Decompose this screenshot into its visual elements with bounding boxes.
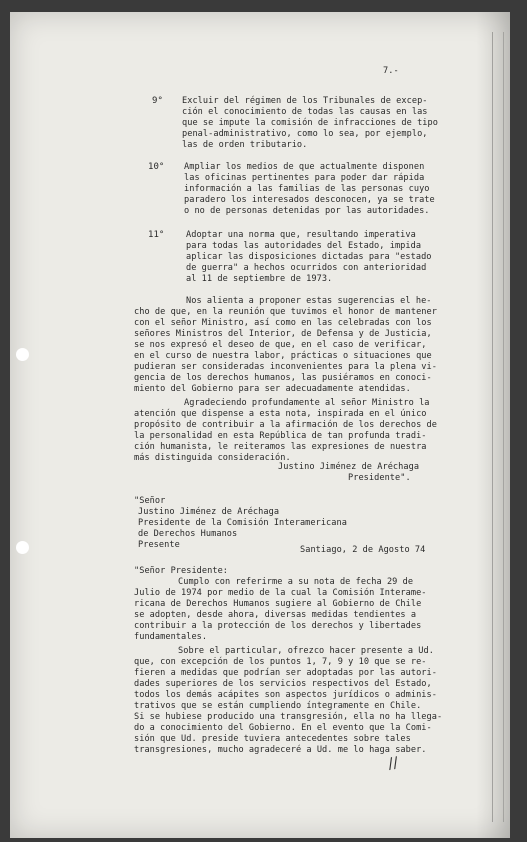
item-text-line: información a las familias de las personas cuyo	[184, 184, 430, 194]
body-text-line: se nos expresó el deseo de que, en el caso de verificar,	[134, 340, 427, 350]
item-text-line: que se impute la comisión de infracciones de tipo	[182, 118, 438, 128]
body-text-line: señores Ministros del Interior, de Defensa y de Justicia,	[134, 329, 432, 339]
item-text-line: Adoptar una norma que, resultando imperativa	[186, 230, 416, 240]
address-line: Presente	[138, 540, 180, 550]
body-text-line: Agradeciendo profundamente al señor Ministro la	[184, 398, 430, 408]
item-text-line: ción el conocimiento de todas las causas en las	[182, 107, 428, 117]
signature-title: Presidente".	[348, 473, 411, 483]
body-text-line: todos los demás acápites son aspectos jurídicos o adminis-	[134, 690, 437, 700]
binder-edge	[492, 32, 504, 822]
item-text-line: Excluir del régimen de los Tribunales de excep-	[182, 96, 428, 106]
item-text-line: aplicar las disposiciones dictadas para "estado	[186, 252, 432, 262]
punch-hole-upper	[16, 348, 29, 361]
item-text-line: las de orden tributario.	[182, 140, 308, 150]
body-text-line: fundamentales.	[134, 632, 208, 642]
body-text-line: sión que Ud. preside tuviera antecedentes sobre tales	[134, 734, 411, 744]
address-line: Presidente de la Comisión Interamericana	[138, 518, 347, 528]
body-text-line: pudieran ser consideradas inconvenientes para la plena vi-	[134, 362, 437, 372]
punch-hole-lower	[16, 541, 29, 554]
body-text-line: Si se hubiese producido una transgresión, ella no ha llega-	[134, 712, 443, 722]
body-text-line: Julio de 1974 por medio de la cual la Comisión Interame-	[134, 588, 427, 598]
body-text-line: trativos que se están cumpliendo íntegramente en Chile.	[134, 701, 422, 711]
body-text-line: que, con excepción de los puntos 1, 7, 9 y 10 que se re-	[134, 657, 427, 667]
body-text-line: cho de que, en la reunión que tuvimos el honor de mantener	[134, 307, 437, 317]
body-text-line: la personalidad en esta República de tan profunda tradi-	[134, 431, 427, 441]
body-text-line: más distinguida consideración.	[134, 453, 291, 463]
letter-date: Santiago, 2 de Agosto 74	[300, 545, 426, 555]
body-text-line: contribuir a la protección de los derechos y libertades	[134, 621, 422, 631]
body-text-line: gencia de los derechos humanos, las pusiéramos en conoci-	[134, 373, 432, 383]
body-text-line: Nos alienta a proponer estas sugerencias el he-	[186, 296, 432, 306]
body-text-line: transgresiones, mucho agradeceré a Ud. me lo haga saber.	[134, 745, 427, 755]
item-text-line: penal-administrativo, como lo sea, por ejemplo,	[182, 129, 428, 139]
body-text-line: atención que dispense a esta nota, inspirada en el único	[134, 409, 427, 419]
item-number: 10°	[148, 162, 165, 172]
body-text-line: se adopten, desde ahora, diversas medidas tendientes a	[134, 610, 417, 620]
body-text-line: miento del Gobierno para ser adecuadamente atendidas.	[134, 384, 411, 394]
body-text-line: ricana de Derechos Humanos sugiere al Gobierno de Chile	[134, 599, 422, 609]
body-text-line: do a conocimiento del Gobierno. En el evento que la Comi-	[134, 723, 432, 733]
item-text-line: para todas las autoridades del Estado, impida	[186, 241, 422, 251]
item-number: 9°	[152, 96, 163, 106]
address-line: Justino Jiménez de Aréchaga	[138, 507, 280, 517]
item-text-line: paradero los interesados desconocen, ya se trate	[184, 195, 435, 205]
item-text-line: o no de personas detenidas por las autoridades.	[184, 206, 430, 216]
address-line: de Derechos Humanos	[138, 529, 238, 539]
item-number: 11°	[148, 230, 165, 240]
address-line: "Señor	[134, 496, 166, 506]
continuation-mark: //	[386, 753, 400, 773]
body-text-line: Cumplo con referirme a su nota de fecha 29 de	[178, 577, 414, 587]
item-text-line: de guerra" a hechos ocurridos con anterioridad	[186, 263, 427, 273]
body-text-line: dades superiores de los servicios respectivos del Estado,	[134, 679, 432, 689]
item-text-line: Ampliar los medios de que actualmente disponen	[184, 162, 425, 172]
signature-name: Justino Jiménez de Aréchaga	[278, 462, 420, 472]
page-number: 7.-	[383, 66, 399, 76]
body-text-line: fieren a medidas que podrían ser adoptadas por las autori-	[134, 668, 437, 678]
body-text-line: Sobre el particular, ofrezco hacer presente a Ud.	[178, 646, 434, 656]
item-text-line: al 11 de septiembre de 1973.	[186, 274, 333, 284]
body-text-line: en el curso de nuestra labor, prácticas o situaciones que	[134, 351, 432, 361]
body-text-line: ción humanista, le reiteramos las expresiones de nuestra	[134, 442, 427, 452]
salutation: "Señor Presidente:	[134, 566, 229, 576]
item-text-line: las oficinas pertinentes para poder dar rápida	[184, 173, 425, 183]
body-text-line: propósito de contribuir a la afirmación de los derechos de	[134, 420, 437, 430]
body-text-line: con el señor Ministro, así como en las celebradas con los	[134, 318, 432, 328]
